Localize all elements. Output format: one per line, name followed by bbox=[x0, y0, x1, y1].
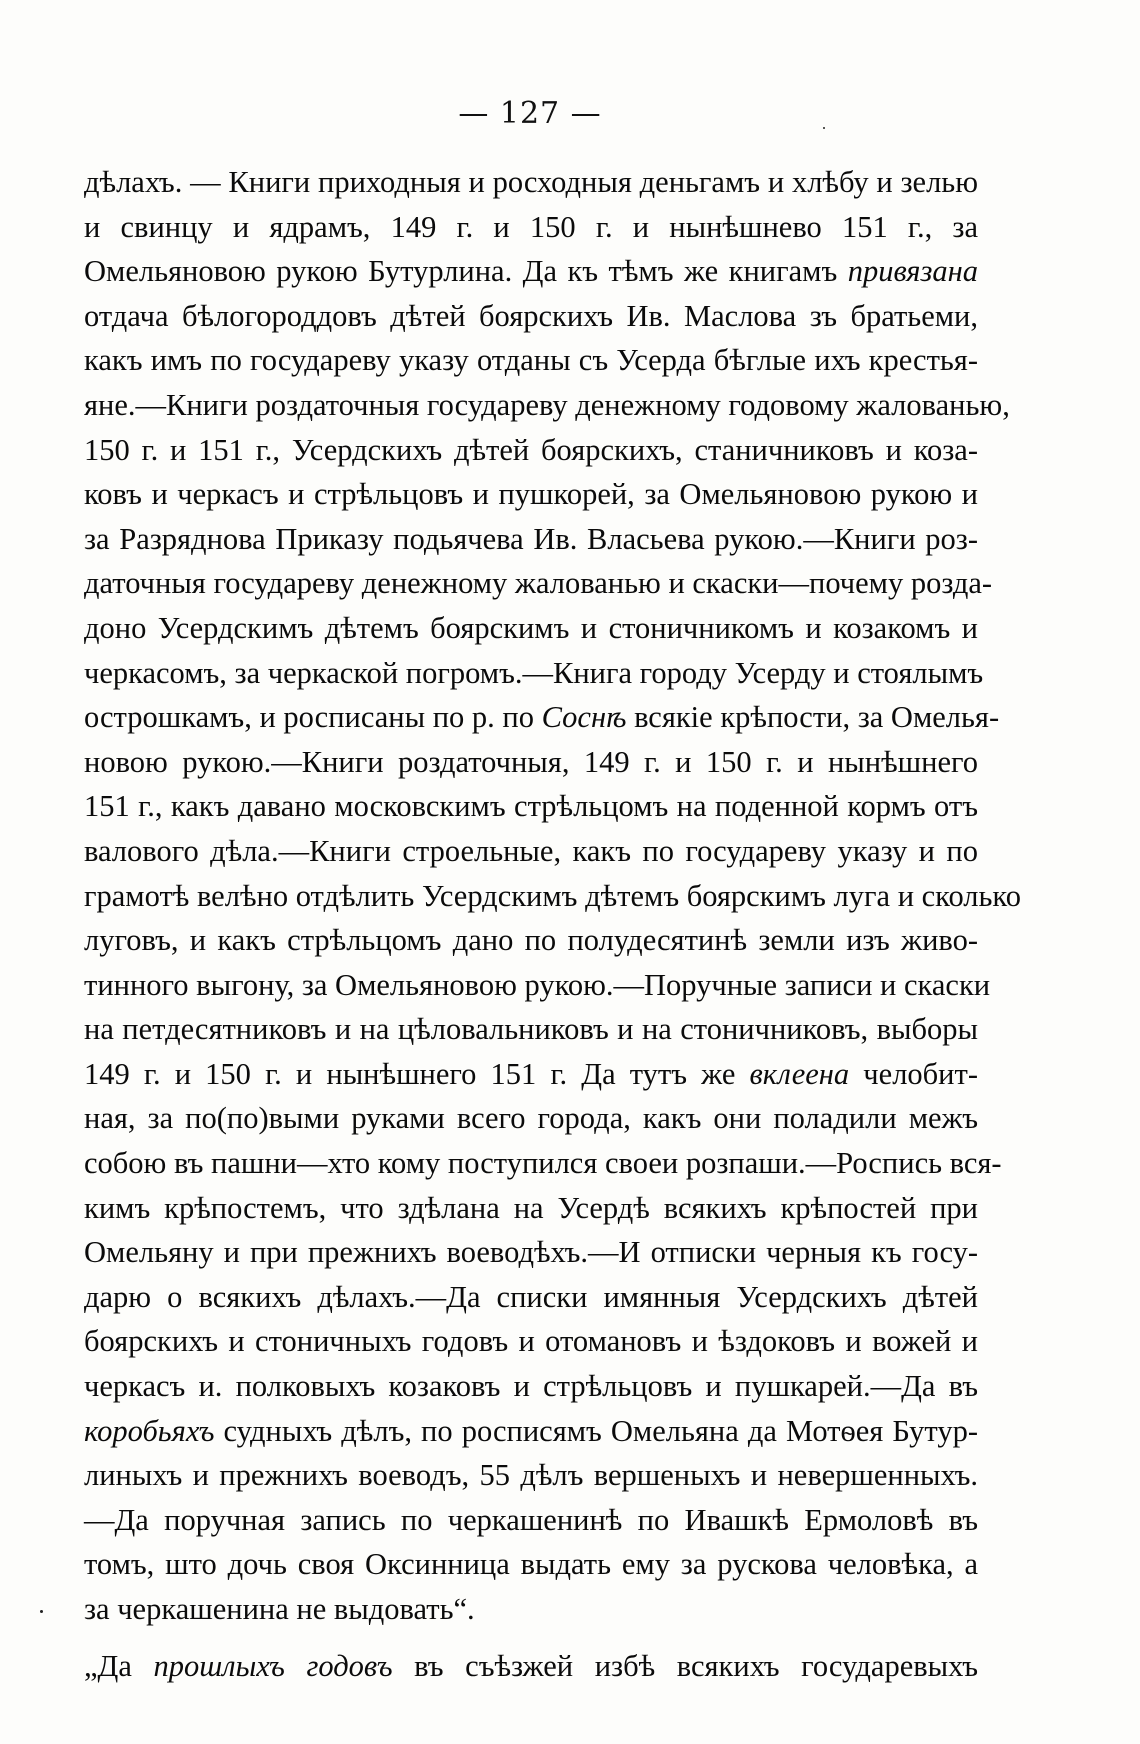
text-line: острошкамъ, и росписаны по р. по Соснѣ всякіе крѣпости, за Омелья- bbox=[84, 700, 1000, 735]
italic-term: привязана bbox=[847, 254, 978, 289]
text-line: даточныя государеву денежному жалованью и скаски—почему розда- bbox=[84, 566, 993, 601]
text-line: тинного выгону, за Омельяновою рукою.—Поручные записи и скаски bbox=[84, 967, 991, 1002]
text-line: новою рукою.—Книги роздаточныя, 149 г. и 150 г. и нынѣшнего bbox=[84, 744, 978, 779]
text-line: черкасомъ, за черкаской погромъ.—Книга городу Усерду и стоялымъ bbox=[84, 655, 984, 690]
italic-term: коробьяхъ bbox=[84, 1413, 215, 1448]
text-line: боярскихъ и стоничныхъ годовъ и отомановъ и ѣздоковъ и вожей и bbox=[84, 1324, 978, 1359]
text-line: 149 г. и 150 г. и нынѣшнего 151 г. Да тутъ же вклеена челобит- bbox=[84, 1056, 978, 1091]
text-line: какъ имъ по государеву указу отданы съ Усерда бѣглые ихъ крестья- bbox=[84, 343, 978, 378]
text-line: ковъ и черкасъ и стрѣльцовъ и пушкорей, за Омельяновою рукою и bbox=[84, 477, 978, 512]
main-text bbox=[84, 160, 1021, 1688]
text-line: дарю о всякихъ дѣлахъ.—Да списки имянныя Усердскихъ дѣтей bbox=[84, 1279, 978, 1314]
text-line: за черкашенина не выдовать“. bbox=[84, 1592, 475, 1626]
text-line: 151 г., какъ давано московскимъ стрѣльцомъ на поденной кормъ отъ bbox=[84, 789, 978, 824]
text-line: „Да прошлыхъ годовъ въ съѣзжей избѣ всякихъ государевыхъ bbox=[84, 1648, 978, 1683]
page-number: — 127 — bbox=[458, 96, 602, 131]
text-line: коробьяхъ судныхъ дѣлъ, по росписямъ Омельяна да Мотѳея Бутур- bbox=[84, 1413, 978, 1448]
text-line: яне.—Книги роздаточныя государеву денежному годовому жалованью, bbox=[84, 387, 1010, 422]
text-line: отдача бѣлогороддовъ дѣтей боярскихъ Ив. Маслова зъ братьеми, bbox=[84, 298, 978, 333]
italic-term: вклеена bbox=[749, 1056, 850, 1091]
text-line: грамотѣ велѣно отдѣлить Усердскимъ дѣтемъ боярскимъ луга и сколько bbox=[84, 878, 1021, 913]
text-line: 150 г. и 151 г., Усердскихъ дѣтей боярскихъ, станичниковъ и коза- bbox=[84, 432, 978, 467]
text-line: собою въ пашни—хто кому поступился своеи розпаши.—Роспись вся- bbox=[84, 1146, 1002, 1181]
text-line: —Да поручная запись по черкашенинѣ по Ивашкѣ Ермоловѣ въ bbox=[84, 1502, 978, 1537]
text-line: валового дѣла.—Книги строельные, какъ по государеву указу и по bbox=[84, 833, 978, 868]
text-line: доно Усердскимъ дѣтемъ боярскимъ и стоничникомъ и козакомъ и bbox=[84, 610, 978, 645]
text-line: линыхъ и прежнихъ воеводъ, 55 дѣлъ вершеныхъ и невершенныхъ. bbox=[84, 1458, 978, 1493]
text-line: и свинцу и ядрамъ, 149 г. и 150 г. и нынѣшнево 151 г., за bbox=[84, 209, 978, 244]
italic-term: Соснѣ bbox=[541, 700, 627, 735]
scan-speck bbox=[823, 127, 825, 129]
text-line: томъ, што дочь своя Оксинница выдать ему за рускова человѣка, а bbox=[84, 1547, 978, 1582]
paragraph-gap bbox=[84, 1632, 978, 1644]
text-line: за Разряднова Приказу подьячева Ив. Власьева рукою.—Книги роз- bbox=[84, 521, 978, 556]
text-line: Омельяну и при прежнихъ воеводѣхъ.—И отписки черныя къ госу- bbox=[84, 1235, 978, 1270]
scan-speck bbox=[40, 1610, 43, 1613]
text-line: кимъ крѣпостемъ, что здѣлана на Усердѣ всякихъ крѣпостей при bbox=[84, 1190, 978, 1225]
text-line: черкасъ и. полковыхъ козаковъ и стрѣльцовъ и пушкарей.—Да въ bbox=[84, 1369, 978, 1404]
text-line: луговъ, и какъ стрѣльцомъ дано по полудесятинѣ земли изъ живо- bbox=[84, 923, 978, 958]
text-line: ная, за по(по)выми руками всего города, какъ они поладили межъ bbox=[84, 1101, 978, 1136]
text-line: Омельяновою рукою Бутурлина. Да къ тѣмъ же книгамъ привязана bbox=[84, 254, 978, 289]
italic-term: прошлыхъ годовъ bbox=[153, 1648, 393, 1683]
text-line: дѣлахъ. — Книги приходныя и росходныя деньгамъ и хлѣбу и зелью bbox=[84, 165, 978, 199]
text-line: на петдесятниковъ и на цѣловальниковъ и на стоничниковъ, выборы bbox=[84, 1012, 978, 1047]
